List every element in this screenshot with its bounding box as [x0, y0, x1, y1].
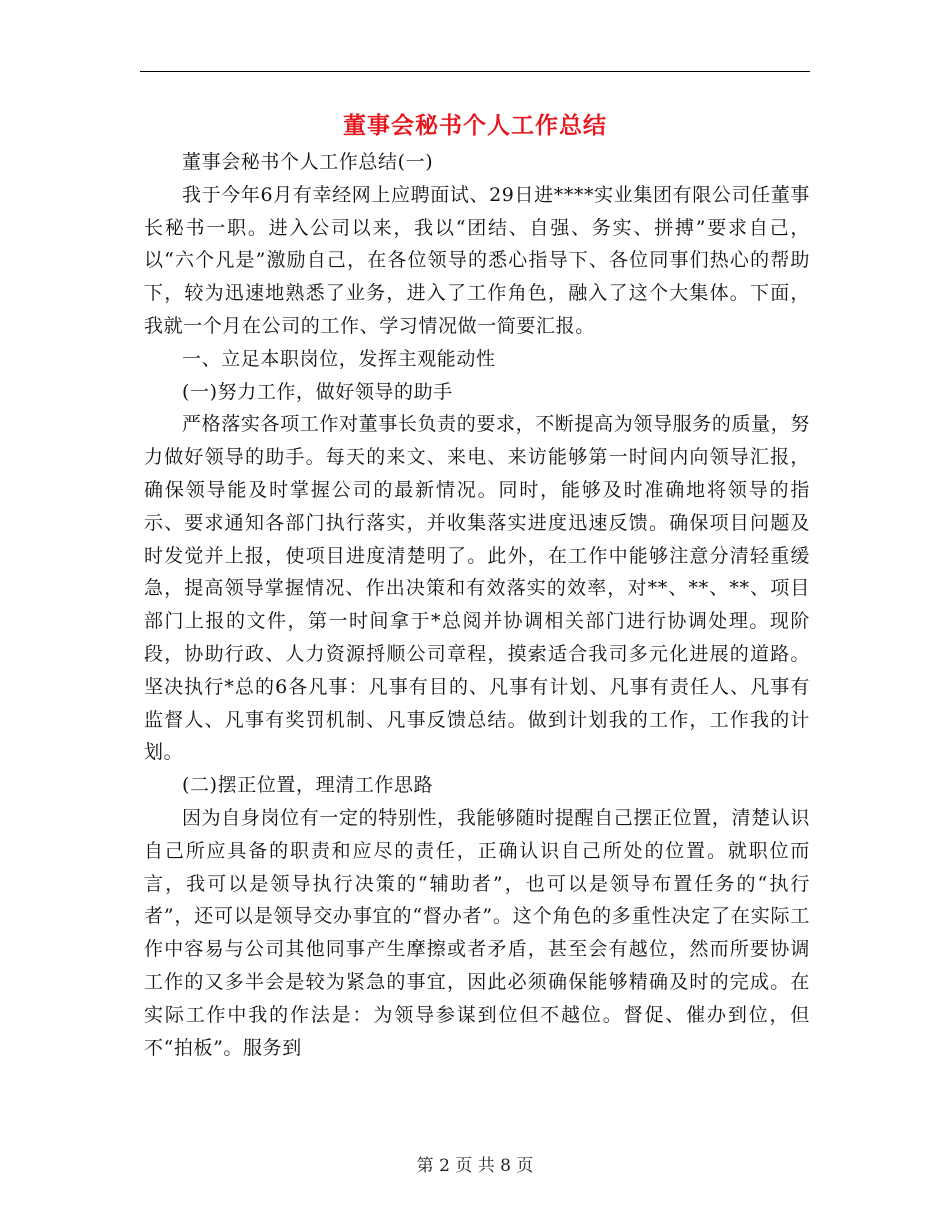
- subsection-heading-1: (一)努力工作，做好领导的助手: [182, 380, 453, 403]
- body-paragraph: 因为自身岗位有一定的特别性，我能够随时提醒自己摆正位置，清楚认识自己所应具备的职责和应尽的责任，正确认识自己所处的位置。就职位而言，我可以是领导执行决策的“辅助者”，也可以是领导布置任务的“执行者”，还可以是领导交办事宜的“督办者”。这个角色的多重性决定了在实际工作中容易与公司其他同事产生摩擦或者矛盾，甚至会有越位，然而所要协调工作的又多半会是较为紧急的事宜，因此必须确保能够精确及时的完成。在实际工作中我的作法是：为领导参谋到位但不越位。督促、催办到位，但不“拍板”。服务到: [144, 806, 810, 1059]
- body-paragraph: 我于今年6月有幸经网上应聘面试、29日进****实业集团有限公司任董事长秘书一职。进入公司以来，我以“团结、自强、务实、拼搏”要求自己，以“六个凡是”激励自己，在各位领导的悉心指导下、各位同事们热心的帮助下，较为迅速地熟悉了业务，进入了工作角色，融入了这个大集体。下面，我就一个月在公司的工作、学习情况做一简要汇报。: [144, 183, 810, 337]
- subsection-heading-2: (二)摆正位置，理清工作思路: [182, 774, 434, 797]
- body-paragraph: 严格落实各项工作对董事长负责的要求，不断提高为领导服务的质量，努力做好领导的助手。每天的来文、来电、来访能够第一时间内向领导汇报，确保领导能及时掌握公司的最新情况。同时，能够及时准确地将领导的指示、要求通知各部门执行落实，并收集落实进度迅速反馈。确保项目问题及时发觉并上报，使项目进度清楚明了。此外，在工作中能够注意分清轻重缓急，提高领导掌握情况、作出决策和有效落实的效率，对**、**、**、项目部门上报的文件，第一时间拿于*总阅并协调相关部门进行协调处理。现阶段，协助行政、人力资源捋顺公司章程，摸索适合我司多元化进展的道路。坚决执行*总的6各凡事：凡事有目的、凡事有计划、凡事有责任人、凡事有监督人、凡事有奖罚机制、凡事反馈总结。做到计划我的工作，工作我的计划。: [144, 413, 810, 764]
- document-body: [144, 146, 810, 1064]
- page-number-footer: 第 2 页 共 8 页: [416, 1156, 534, 1176]
- header-rule: [140, 71, 810, 72]
- section-heading-1: 董事会秘书个人工作总结(一): [182, 151, 434, 173]
- section-heading-2: 一、立足本职岗位，发挥主观能动性: [182, 347, 496, 370]
- document-title: 董事会秘书个人工作总结: [343, 112, 607, 139]
